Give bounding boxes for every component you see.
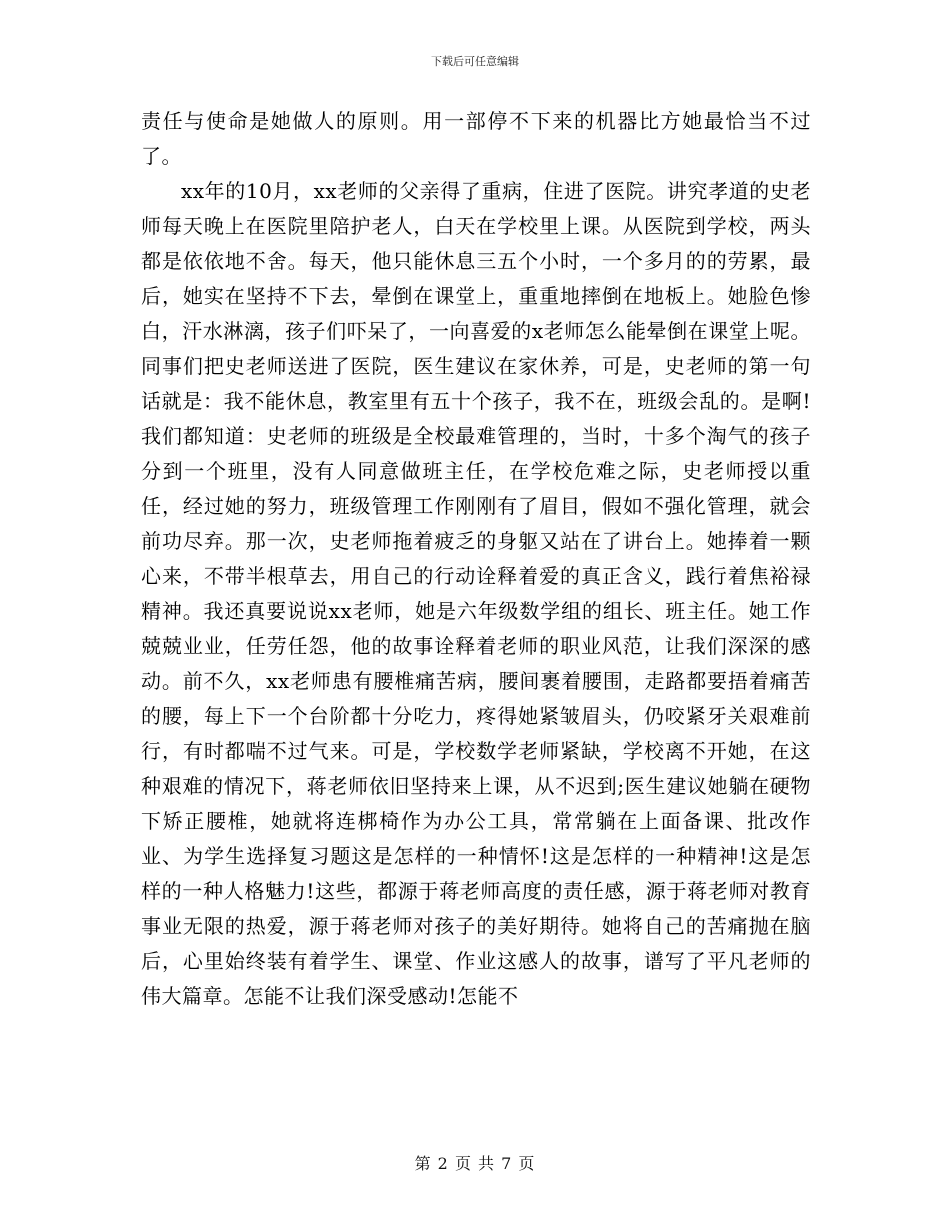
page-header [0,54,950,70]
paragraph-2: xx年的10月，xx老师的父亲得了重病，住进了医院。讲究孝道的史老师每天晚上在医院里陪护老人，白天在学校里上课。从医院到学校，两头都是依依地不舍。每天，他只能休息三五个小时，一个多月的的劳累，最后，她实在坚持不下去，晕倒在课堂上，重重地摔倒在地板上。她脸色惨白，汗水淋漓，孩子们吓呆了，一向喜爱的x老师怎么能晕倒在课堂上呢。同事们把史老师送进了医院，医生建议在家休养，可是，史老师的第一句话就是：我不能休息，教室里有五十个孩子，我不在，班级会乱的。是啊!我们都知道：史老师的班级是全校最难管理的，当时，十多个淘气的孩子分到一个班里，没有人同意做班主任，在学校危难之际，史老师授以重任，经过她的努力，班级管理工作刚刚有了眉目，假如不强化管理，就会前功尽弃。那一次，史老师拖着疲乏的身躯又站在了讲台上。她捧着一颗心来，不带半根草去，用自己的行动诠释着爱的真正含义，践行着焦裕禄精神。我还真要说说xx老师，她是六年级数学组的组长、班主任。她工作兢兢业业，任劳任怨，他的故事诠释着老师的职业风范，让我们深深的感动。前不久，xx老师患有腰椎痛苦病，腰间裹着腰围，走路都要捂着痛苦的腰，每上下一个台阶都十分吃力，疼得她紧皱眉头，仍咬紧牙关艰难前行，有时都喘不过气来。可是，学校数学老师紧缺，学校离不开她，在这种艰难的情况下，蒋老师依旧坚持来上课，从不迟到;医生建议她躺在硬物下矫正腰椎，她就将连梆椅作为办公工具，常常躺在上面备课、批改作业、为学生选择复习题这是怎样的一种情怀!这是怎样的一种精神!这是怎样的一种人格魅力!这些，都源于蒋老师高度的责任感，源于蒋老师对教育事业无限的热爱，源于蒋老师对孩子的美好期待。她将自己的苦痛抛在脑后，心里始终装有着学生、课堂、作业这感人的故事，谱写了平凡老师的伟大篇章。怎能不让我们深受感动!怎能不 [141,179,811,1008]
page-footer [0,1154,950,1174]
document-body [141,104,811,1014]
paragraph-1: 责任与使命是她做人的原则。用一部停不下来的机器比方她最恰当不过了。 [141,109,811,168]
header-note: 下载后可任意编辑 [431,55,519,68]
page-number: 第 2 页 共 7 页 [414,1154,536,1173]
